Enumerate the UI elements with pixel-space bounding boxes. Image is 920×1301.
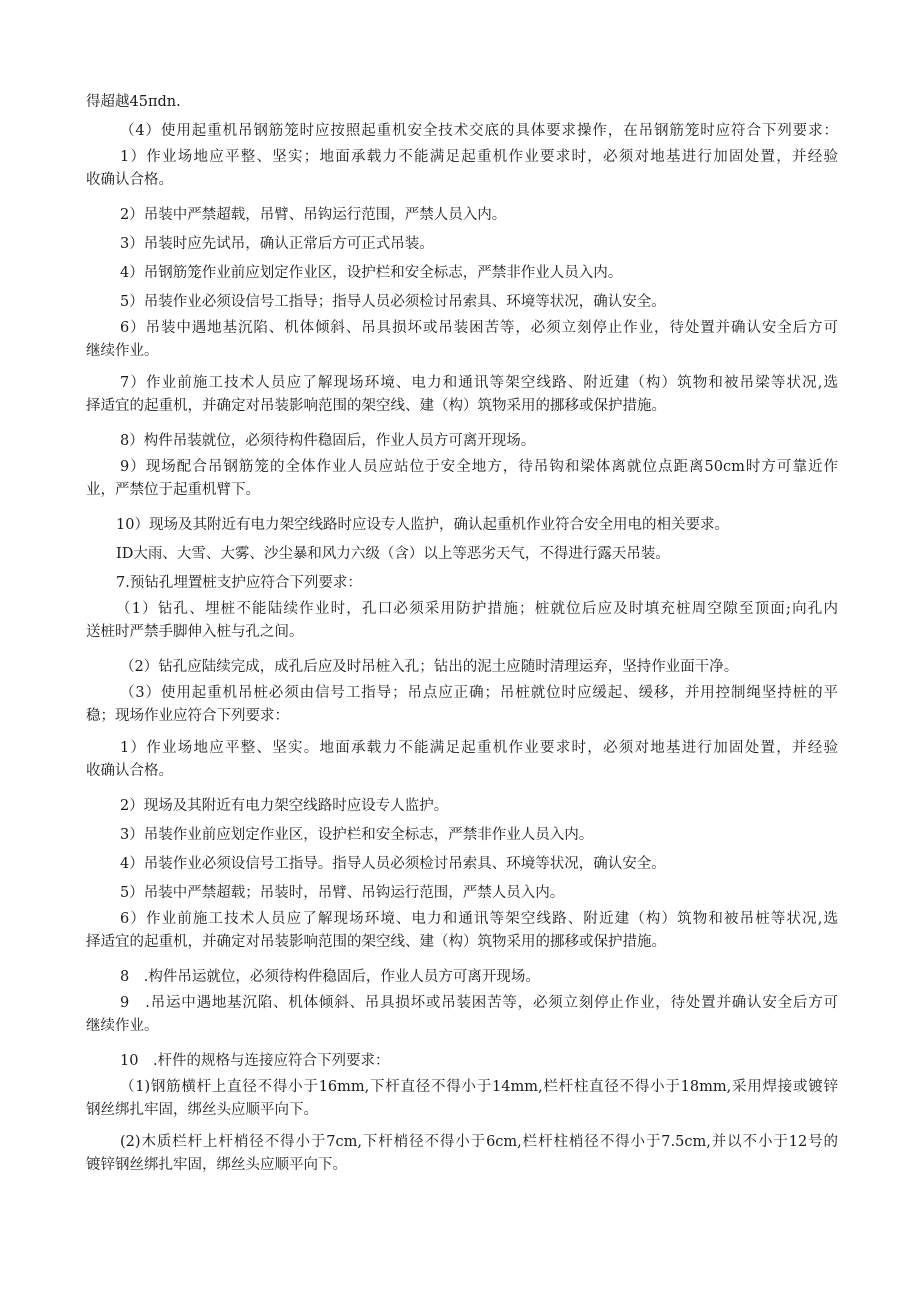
text-line: 4）吊装作业必须设信号工指导。指导人员必须检讨吊索具、环境等状况，确认安全。: [120, 856, 666, 872]
text-line: 7.预钻孔埋置桩支护应符合下列要求：: [116, 575, 362, 591]
text-line: 镀锌钢丝绑扎牢固，绑丝头应顺平向下。: [86, 1157, 347, 1173]
text-line: 业，严禁位于起重机臂下。: [86, 482, 260, 498]
text-line: 2）吊装中严禁超载，吊臂、吊钩运行范围，严禁人员入内。: [120, 207, 507, 223]
text-line: 10）现场及其附近有电力架空线路时应设专人监护，确认起重机作业符合安全用电的相关要求。: [116, 517, 729, 533]
text-line: 收确认合格。: [86, 172, 173, 188]
text-line: 2）现场及其附近有电力架空线路时应设专人监护。: [120, 798, 449, 814]
text-line: 7）作业前施工技术人员应了解现场环境、电力和通讯等架空线路、附近建（构）筑物和被吊梁等状况,选: [120, 375, 838, 391]
text-line: 1）作业场地应平整、坚实；地面承载力不能满足起重机作业要求时，必须对地基进行加固处置，并经验: [120, 149, 838, 165]
text-line: 钢丝绑扎牢固，绑丝头应顺平向下。: [86, 1102, 318, 1118]
text-line: 5）吊装中严禁超载；吊装时，吊臂、吊钩运行范围，严禁人员入内。: [120, 885, 565, 901]
text-line: 3）吊装作业前应划定作业区，设护栏和安全标志，严禁非作业人员入内。: [120, 827, 594, 843]
text-line: 6）吊装中遇地基沉陷、机体倾斜、吊具损坏或吊装困苦等，必须立刻停止作业，待处置并确认安全后方可: [120, 320, 838, 336]
text-line: ID大雨、大雪、大雾、沙尘暴和风力六级（含）以上等恶劣天气，不得进行露天吊装。: [116, 546, 670, 562]
text-line: 择适宜的起重机，并确定对吊装影响范围的架空线、建（构）筑物采用的挪移或保护措施。: [86, 398, 666, 414]
text-line: 3）吊装时应先试吊，确认正常后方可正式吊装。: [120, 236, 434, 252]
text-line: （2）钻孔应陆续完成，成孔后应及时吊桩入孔；钻出的泥土应随时清理运弃，坚持作业面干净。: [120, 659, 739, 675]
text-line: 择适宜的起重机，并确定对吊装影响范围的架空线、建（构）筑物采用的挪移或保护措施。: [86, 934, 666, 950]
text-line: 稳；现场作业应符合下列要求：: [86, 708, 289, 724]
text-line: 8）构件吊装就位，必须待构件稳固后，作业人员方可离开现场。: [120, 433, 536, 449]
text-line: 8 .构件吊运就位，必须待构件稳固后，作业人员方可离开现场。: [120, 969, 540, 985]
text-line: 收确认合格。: [86, 763, 173, 779]
text-line: 5）吊装作业必须设信号工指导；指导人员必须检讨吊索具、环境等状况，确认安全。: [120, 294, 666, 310]
text-line: 得超越45πdn.: [86, 94, 181, 110]
text-line: 1）作业场地应平整、坚实。地面承载力不能满足起重机作业要求时，必须对地基进行加固处置，并经验: [120, 740, 838, 756]
text-line: （3）使用起重机吊桩必须由信号工指导；吊点应正确；吊桩就位时应缓起、缓移，并用控制绳坚持桩的平: [120, 685, 838, 701]
text-line: 9 .吊运中遇地基沉陷、机体倾斜、吊具损坏或吊装困苦等，必须立刻停止作业，待处置并确认安全后方可: [120, 995, 838, 1011]
text-line: （1）钻孔、埋桩不能陆续作业时，孔口必须采用防护措施；桩就位后应及时填充桩周空隙至顶面;向孔内: [116, 601, 838, 617]
text-line: 10 .杆件的规格与连接应符合下列要求：: [120, 1053, 390, 1069]
text-line: （1)钢筋横杆上直径不得小于16mm,下杆直径不得小于14mm,栏杆柱直径不得小于18mm,采用焊接或镀锌: [120, 1079, 838, 1095]
text-line: （4）使用起重机吊钢筋笼时应按照起重机安全技术交底的具体要求操作，在吊钢筋笼时应符合下列要求：: [120, 123, 838, 139]
text-line: 4）吊钢筋笼作业前应划定作业区，设护栏和安全标志，严禁非作业人员入内。: [120, 265, 623, 281]
text-line: 继续作业。: [86, 343, 159, 359]
document-body: [86, 88, 838, 1186]
text-line: 9）现场配合吊钢筋笼的全体作业人员应站位于安全地方，待吊钩和梁体离就位点距离50cm时方可靠近作: [120, 459, 838, 475]
text-line: 继续作业。: [86, 1018, 159, 1034]
text-line: (2)木质栏杆上杆梢径不得小于7cm,下杆梢径不得小于6cm,栏杆柱梢径不得小于7.5cm,并以不小于12号的: [120, 1134, 838, 1150]
text-line: 6）作业前施工技术人员应了解现场环境、电力和通讯等架空线路、附近建（构）筑物和被吊桩等状况,选: [120, 911, 838, 927]
text-line: 送桩时严禁手脚伸入桩与孔之间。: [86, 624, 304, 640]
